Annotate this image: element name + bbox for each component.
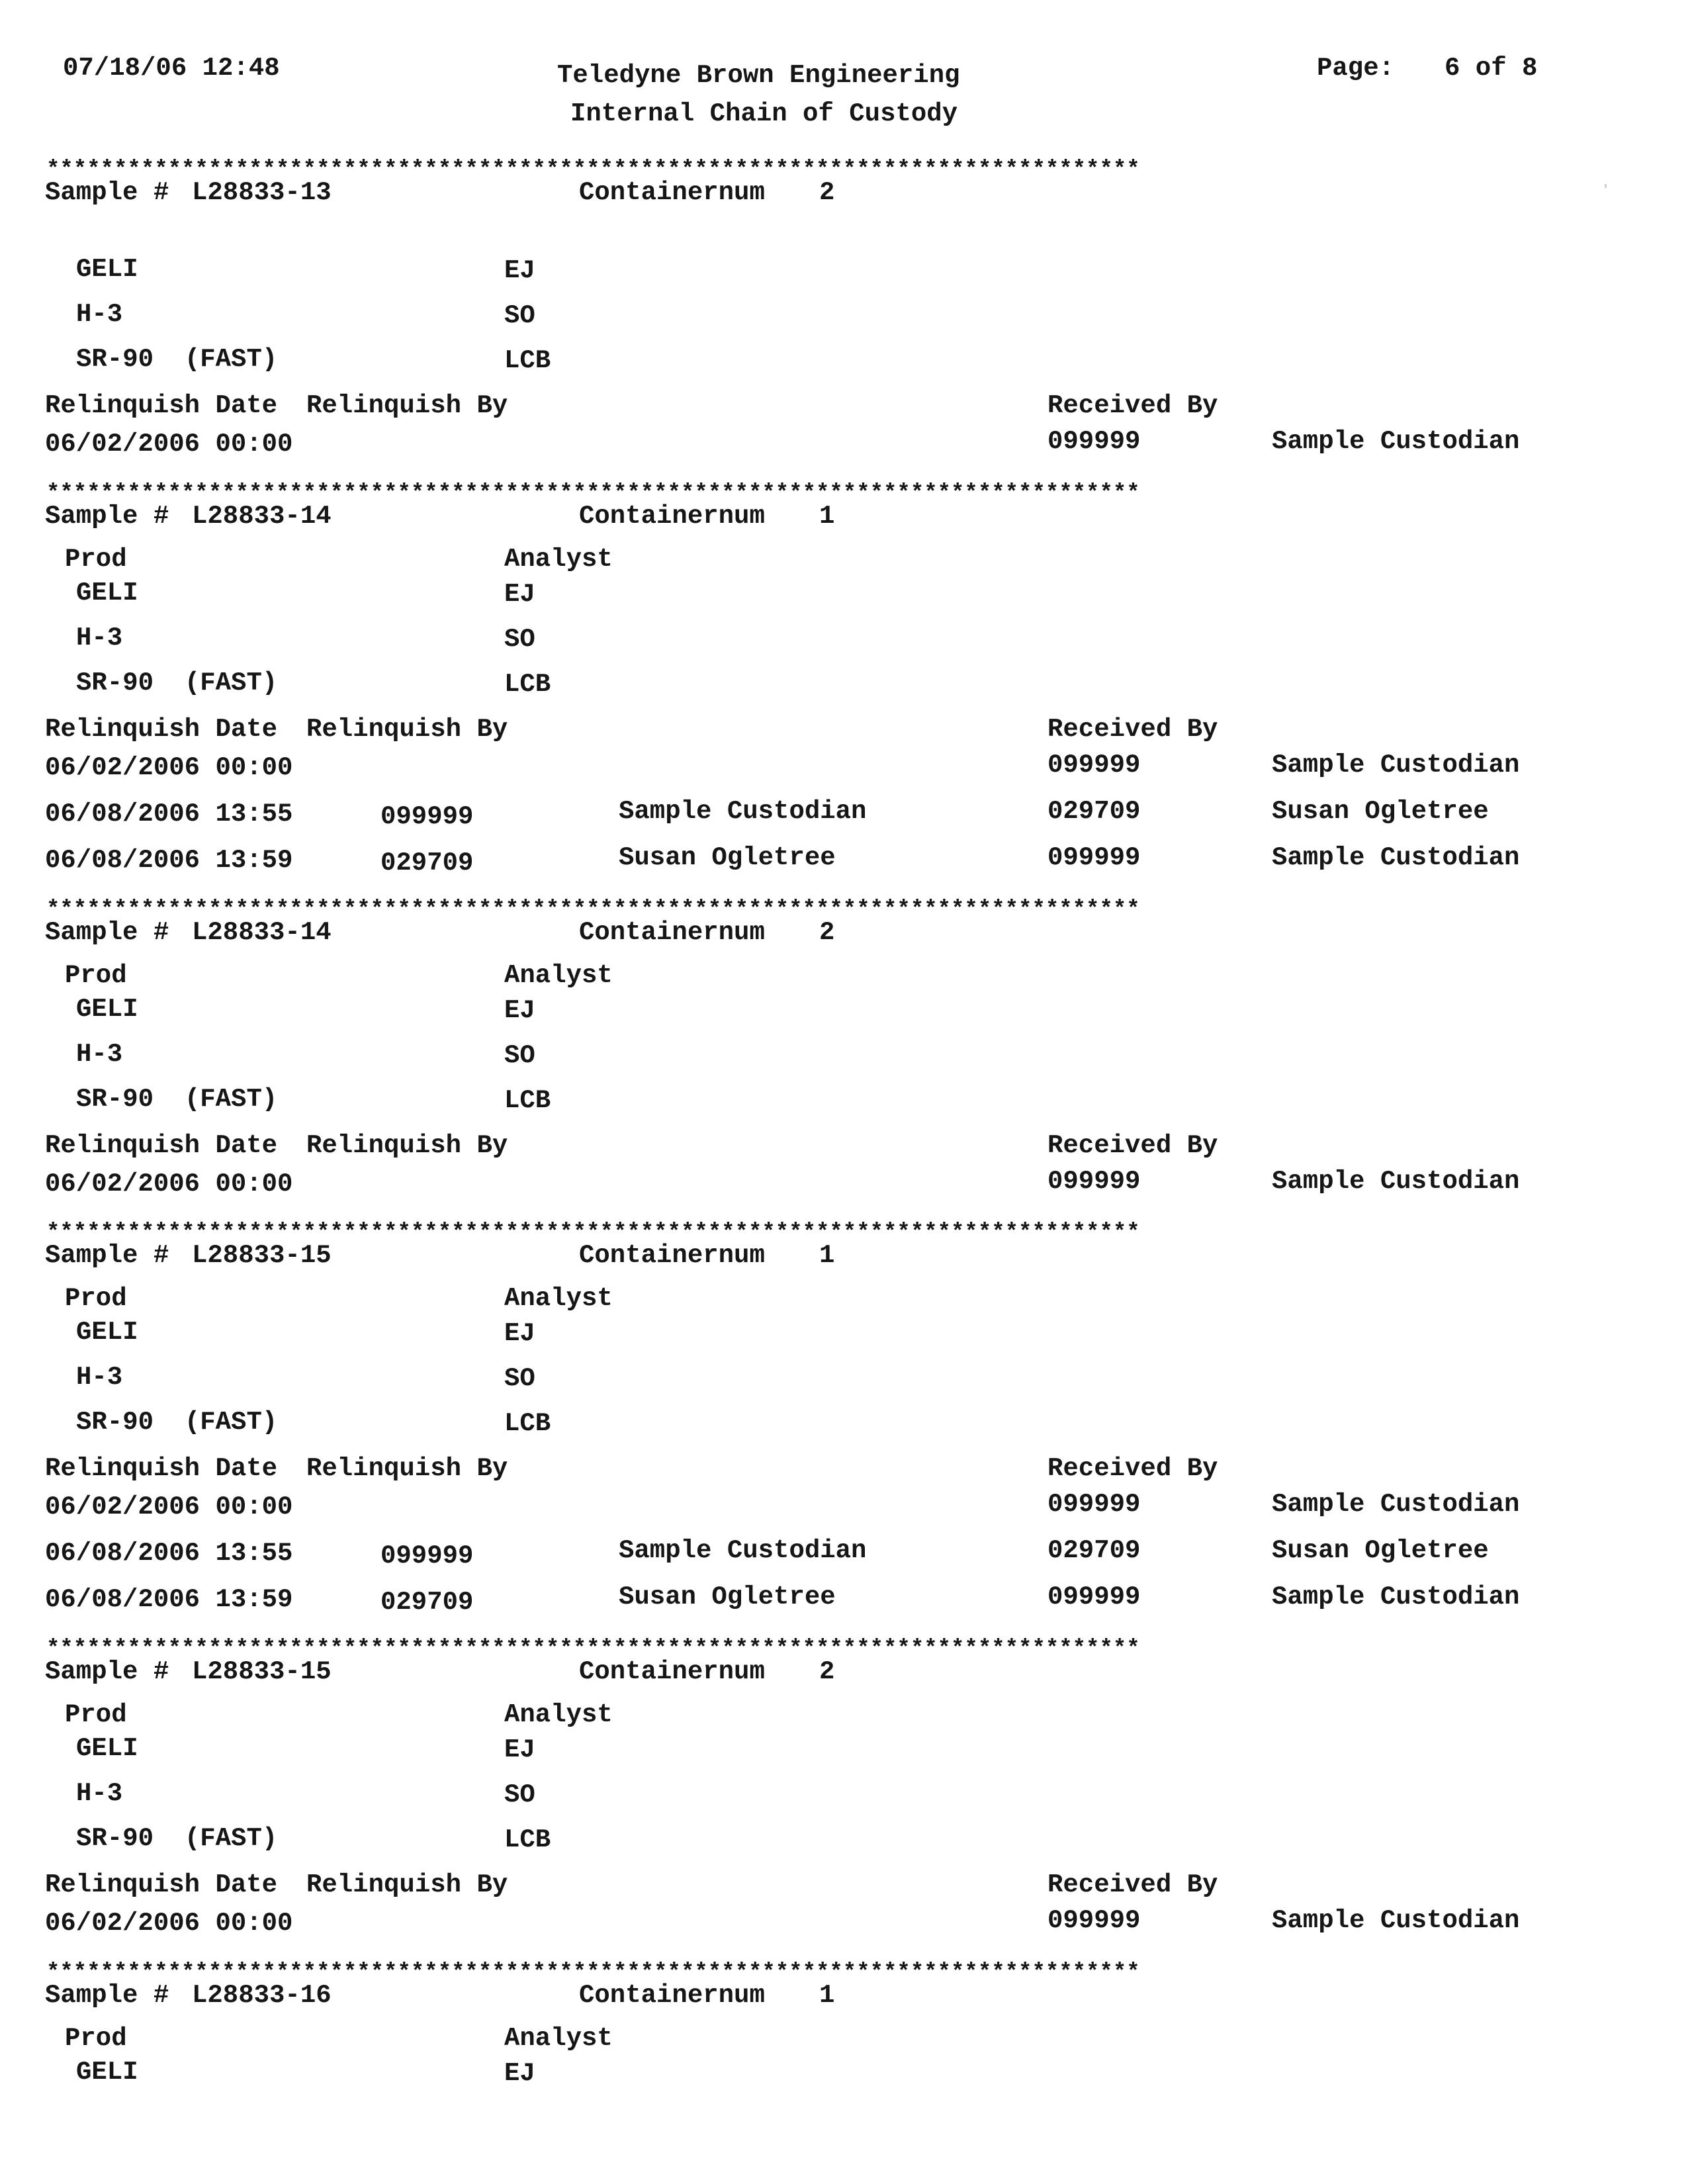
received-by-header: Received By	[1048, 391, 1218, 420]
received-by-header: Received By	[1048, 1131, 1218, 1160]
analyst-header: Analyst	[504, 961, 613, 990]
container-number: 2	[819, 178, 835, 207]
prod-item: GELI	[76, 255, 138, 284]
relinquish-by-header: Relinquish By	[306, 1454, 508, 1483]
received-name: Sample Custodian	[1272, 1906, 1520, 1935]
separator-line: *********************************************************************************	[46, 1220, 1140, 1246]
sample-label: Sample #	[45, 1981, 169, 2010]
company-name: Teledyne Brown Engineering	[557, 61, 960, 90]
received-id: 099999	[1048, 1582, 1141, 1612]
prod-item: SR-90 (FAST)	[76, 1085, 278, 1114]
relinquish-date-header: Relinquish Date	[45, 1131, 278, 1160]
relinquish-id: 099999	[380, 1541, 474, 1570]
relinquish-by-header: Relinquish By	[306, 391, 508, 420]
prod-item: GELI	[76, 995, 138, 1024]
custody-date: 06/02/2006 00:00	[45, 753, 293, 782]
prod-header: Prod	[65, 961, 127, 990]
custody-date: 06/02/2006 00:00	[45, 1492, 293, 1522]
analyst-item: EJ	[504, 580, 535, 609]
relinquish-name: Susan Ogletree	[619, 843, 836, 872]
received-id: 099999	[1048, 427, 1141, 456]
prod-item: H-3	[76, 1363, 123, 1392]
analyst-item: SO	[504, 1780, 535, 1809]
received-by-header: Received By	[1048, 715, 1218, 744]
analyst-item: SO	[504, 301, 535, 330]
separator-line: *********************************************************************************	[46, 897, 1140, 923]
relinquish-id: 029709	[380, 1588, 474, 1617]
relinquish-name: Sample Custodian	[619, 1536, 867, 1565]
report-subtitle: Internal Chain of Custody	[570, 99, 958, 128]
relinquish-date-header: Relinquish Date	[45, 391, 278, 420]
analyst-item: LCB	[504, 346, 551, 375]
prod-item: GELI	[76, 1318, 138, 1347]
container-label: Containernum	[579, 178, 765, 207]
custody-date: 06/02/2006 00:00	[45, 1169, 293, 1199]
container-label: Containernum	[579, 1241, 765, 1270]
received-name: Susan Ogletree	[1272, 1536, 1489, 1565]
analyst-item: EJ	[504, 1735, 535, 1764]
prod-item: SR-90 (FAST)	[76, 1408, 278, 1437]
container-number: 2	[819, 1657, 835, 1686]
analyst-item: LCB	[504, 1825, 551, 1854]
relinquish-by-header: Relinquish By	[306, 1131, 508, 1160]
analyst-item: LCB	[504, 1409, 551, 1438]
prod-item: GELI	[76, 578, 138, 608]
received-by-header: Received By	[1048, 1454, 1218, 1483]
page-number: 6 of 8	[1445, 54, 1538, 83]
received-name: Sample Custodian	[1272, 1167, 1520, 1196]
prod-item: GELI	[76, 2058, 138, 2087]
received-id: 099999	[1048, 751, 1141, 780]
relinquish-id: 099999	[380, 802, 474, 831]
relinquish-name: Susan Ogletree	[619, 1582, 836, 1612]
analyst-item: EJ	[504, 256, 535, 285]
page-label: Page:	[1317, 54, 1395, 83]
received-id: 099999	[1048, 1490, 1141, 1519]
relinquish-by-header: Relinquish By	[306, 1870, 508, 1899]
analyst-item: SO	[504, 1364, 535, 1393]
prod-item: H-3	[76, 300, 123, 329]
sample-label: Sample #	[45, 1241, 169, 1270]
prod-item: H-3	[76, 623, 123, 653]
custody-date: 06/02/2006 00:00	[45, 1909, 293, 1938]
relinquish-date-header: Relinquish Date	[45, 715, 278, 744]
custody-date: 06/02/2006 00:00	[45, 430, 293, 459]
prod-header: Prod	[65, 1284, 127, 1313]
received-id: 029709	[1048, 1536, 1141, 1565]
sample-number: L28833-13	[192, 178, 332, 207]
prod-header: Prod	[65, 545, 127, 574]
analyst-header: Analyst	[504, 1284, 613, 1313]
sample-number: L28833-16	[192, 1981, 332, 2010]
separator-line: *********************************************************************************	[46, 1960, 1140, 1985]
received-name: Susan Ogletree	[1272, 797, 1489, 826]
received-id: 099999	[1048, 1167, 1141, 1196]
container-label: Containernum	[579, 1981, 765, 2010]
custody-date: 06/08/2006 13:59	[45, 1585, 293, 1614]
scan-speck	[1605, 184, 1607, 188]
separator-line: *********************************************************************************	[46, 158, 1140, 183]
relinquish-by-header: Relinquish By	[306, 715, 508, 744]
prod-header: Prod	[65, 1700, 127, 1729]
relinquish-id: 029709	[380, 848, 474, 878]
analyst-item: LCB	[504, 1086, 551, 1115]
received-name: Sample Custodian	[1272, 751, 1520, 780]
prod-item: SR-90 (FAST)	[76, 345, 278, 374]
analyst-item: EJ	[504, 996, 535, 1025]
relinquish-name: Sample Custodian	[619, 797, 867, 826]
analyst-item: LCB	[504, 670, 551, 699]
sample-label: Sample #	[45, 918, 169, 947]
received-name: Sample Custodian	[1272, 427, 1520, 456]
relinquish-date-header: Relinquish Date	[45, 1454, 278, 1483]
received-id: 029709	[1048, 797, 1141, 826]
analyst-header: Analyst	[504, 1700, 613, 1729]
received-name: Sample Custodian	[1272, 843, 1520, 872]
sample-number: L28833-14	[192, 502, 332, 531]
prod-item: SR-90 (FAST)	[76, 668, 278, 698]
container-label: Containernum	[579, 918, 765, 947]
sample-number: L28833-15	[192, 1657, 332, 1686]
received-name: Sample Custodian	[1272, 1490, 1520, 1519]
analyst-item: EJ	[504, 2059, 535, 2088]
container-number: 2	[819, 918, 835, 947]
sample-number: L28833-14	[192, 918, 332, 947]
sample-label: Sample #	[45, 502, 169, 531]
container-number: 1	[819, 502, 835, 531]
sample-number: L28833-15	[192, 1241, 332, 1270]
prod-item: H-3	[76, 1040, 123, 1069]
container-label: Containernum	[579, 1657, 765, 1686]
analyst-header: Analyst	[504, 2024, 613, 2053]
analyst-header: Analyst	[504, 545, 613, 574]
report-datetime: 07/18/06 12:48	[63, 54, 280, 83]
sample-label: Sample #	[45, 178, 169, 207]
container-number: 1	[819, 1241, 835, 1270]
custody-date: 06/08/2006 13:55	[45, 799, 293, 829]
prod-header: Prod	[65, 2024, 127, 2053]
prod-item: SR-90 (FAST)	[76, 1824, 278, 1853]
analyst-item: EJ	[504, 1319, 535, 1348]
prod-item: H-3	[76, 1779, 123, 1808]
analyst-item: SO	[504, 1041, 535, 1070]
container-number: 1	[819, 1981, 835, 2010]
received-by-header: Received By	[1048, 1870, 1218, 1899]
received-id: 099999	[1048, 1906, 1141, 1935]
separator-line: *********************************************************************************	[46, 481, 1140, 506]
custody-date: 06/08/2006 13:59	[45, 846, 293, 875]
received-name: Sample Custodian	[1272, 1582, 1520, 1612]
relinquish-date-header: Relinquish Date	[45, 1870, 278, 1899]
custody-date: 06/08/2006 13:55	[45, 1539, 293, 1568]
sample-label: Sample #	[45, 1657, 169, 1686]
container-label: Containernum	[579, 502, 765, 531]
received-id: 099999	[1048, 843, 1141, 872]
separator-line: *********************************************************************************	[46, 1637, 1140, 1662]
analyst-item: SO	[504, 625, 535, 654]
prod-item: GELI	[76, 1734, 138, 1763]
